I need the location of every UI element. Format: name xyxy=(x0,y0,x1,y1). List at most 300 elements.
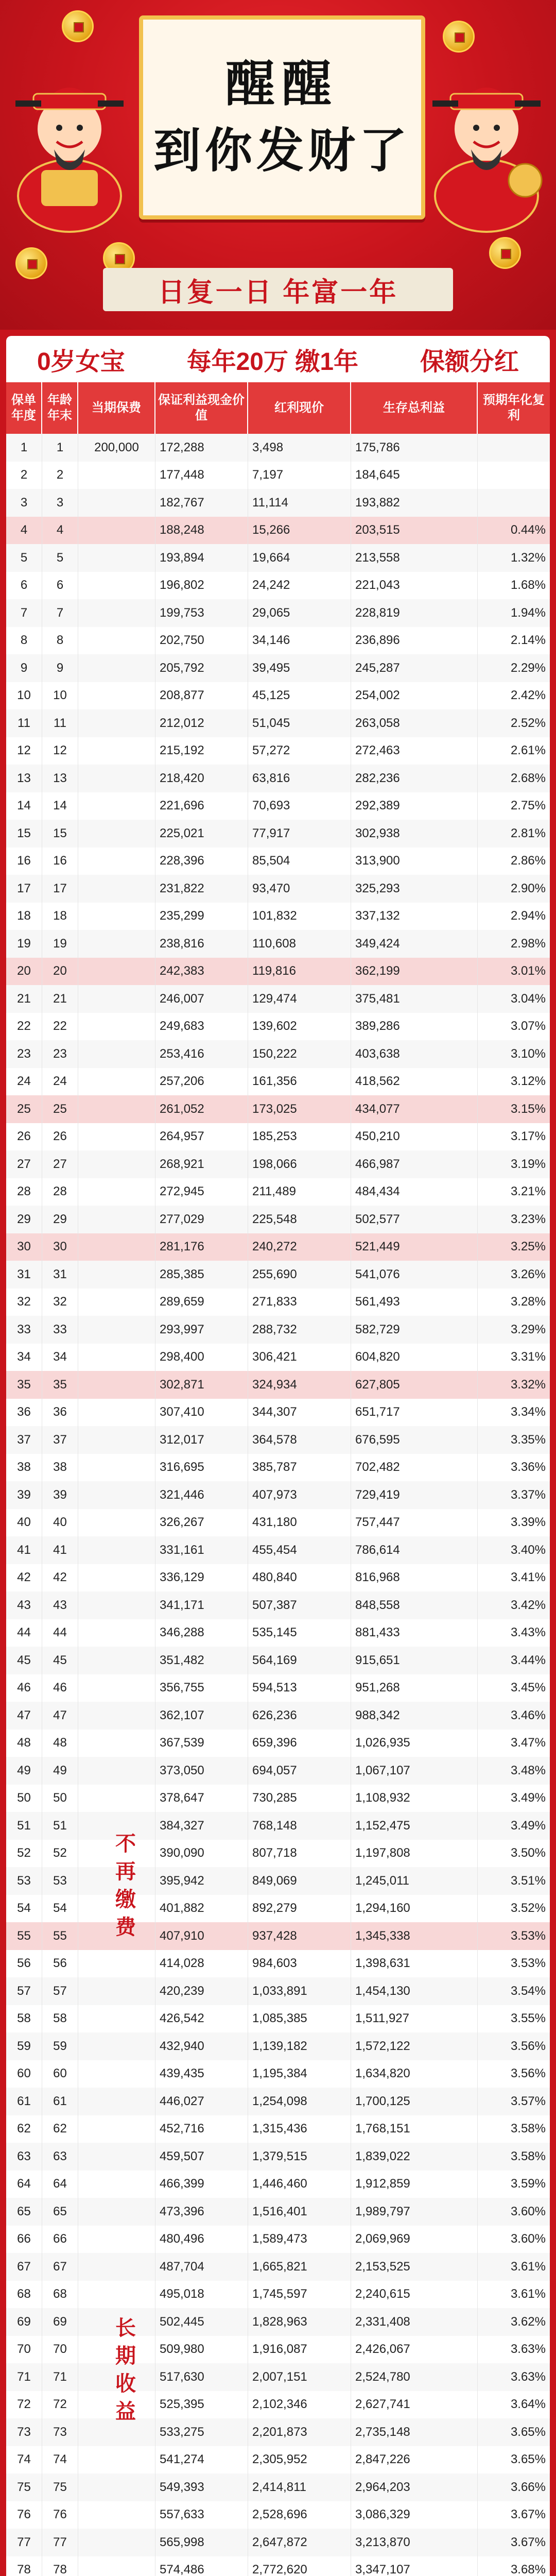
cell-policy-year: 17 xyxy=(6,875,42,903)
table-row xyxy=(6,1702,550,1730)
cell-guaranteed-cash-value: 182,767 xyxy=(155,489,248,517)
cell-guaranteed-cash-value: 473,396 xyxy=(155,2198,248,2226)
cell-dividend-value: 11,114 xyxy=(248,489,351,517)
cell-guaranteed-cash-value: 414,028 xyxy=(155,1950,248,1978)
cell-premium xyxy=(78,1013,155,1041)
title-line-2: 到你发财了 xyxy=(153,122,411,178)
cell-dividend-value: 564,169 xyxy=(248,1647,351,1674)
cell-irr: 3.28% xyxy=(510,1295,546,1309)
cell-age: 6 xyxy=(42,572,78,600)
cell-guaranteed-cash-value: 177,448 xyxy=(155,462,248,489)
cell-age: 75 xyxy=(42,2473,78,2501)
cell-policy-year: 8 xyxy=(6,627,42,655)
cell-dividend-value: 306,421 xyxy=(248,1344,351,1371)
cell-irr xyxy=(478,434,550,462)
cell-guaranteed-cash-value: 221,696 xyxy=(155,792,248,820)
cell-irr: 3.54% xyxy=(510,1984,546,1998)
cell-irr: 3.45% xyxy=(510,1681,546,1695)
cell-total-benefit: 816,968 xyxy=(351,1564,478,1592)
cell-total-benefit: 254,002 xyxy=(351,682,478,710)
cell-premium xyxy=(78,1702,155,1730)
cell-age: 54 xyxy=(42,1895,78,1923)
cell-dividend-value: 1,085,385 xyxy=(248,2005,351,2033)
side-label-char: 收 xyxy=(115,2372,136,2395)
cell-policy-year: 69 xyxy=(6,2308,42,2336)
cell-total-benefit: 2,964,203 xyxy=(351,2473,478,2501)
table-row xyxy=(6,2143,550,2171)
cell-total-benefit: 1,912,859 xyxy=(351,2171,478,2198)
cell-dividend-value: 1,446,460 xyxy=(248,2171,351,2198)
cell-premium xyxy=(78,1977,155,2005)
cell-age: 52 xyxy=(42,1840,78,1868)
cell-policy-year: 71 xyxy=(6,2363,42,2391)
cell-dividend-value: 1,315,436 xyxy=(248,2115,351,2143)
cell-dividend-value: 768,148 xyxy=(248,1812,351,1840)
cell-age: 63 xyxy=(42,2143,78,2171)
cell-dividend-value: 185,253 xyxy=(248,1123,351,1151)
cell-policy-year: 10 xyxy=(6,682,42,710)
cell-premium xyxy=(78,2060,155,2088)
cell-dividend-value: 29,065 xyxy=(248,599,351,627)
cell-dividend-value: 2,528,696 xyxy=(248,2501,351,2529)
cell-premium xyxy=(78,2032,155,2060)
cell-premium xyxy=(78,875,155,903)
cell-dividend-value: 385,787 xyxy=(248,1454,351,1482)
cell-premium xyxy=(78,2088,155,2115)
cell-premium xyxy=(78,2281,155,2309)
cell-irr: 3.44% xyxy=(510,1653,546,1667)
cell-guaranteed-cash-value: 346,288 xyxy=(155,1619,248,1647)
cell-irr: 3.19% xyxy=(510,1157,546,1171)
cell-irr: 3.63% xyxy=(510,2342,546,2357)
cell-policy-year: 12 xyxy=(6,737,42,765)
cell-age: 11 xyxy=(42,709,78,737)
cell-age: 49 xyxy=(42,1757,78,1785)
cell-age: 46 xyxy=(42,1674,78,1702)
cell-irr: 3.56% xyxy=(510,2066,546,2081)
cell-total-benefit: 1,634,820 xyxy=(351,2060,478,2088)
cell-age: 19 xyxy=(42,930,78,958)
plan-summary xyxy=(6,336,550,382)
cell-total-benefit: 375,481 xyxy=(351,985,478,1013)
cell-total-benefit: 389,286 xyxy=(351,1013,478,1041)
cell-premium xyxy=(78,1674,155,1702)
cell-irr: 3.60% xyxy=(510,2232,546,2246)
cell-total-benefit: 729,419 xyxy=(351,1481,478,1509)
cell-premium xyxy=(78,792,155,820)
cell-total-benefit: 1,839,022 xyxy=(351,2143,478,2171)
table-row xyxy=(6,709,550,737)
cell-premium xyxy=(78,1536,155,1564)
cell-irr: 2.86% xyxy=(510,854,546,868)
cell-policy-year: 24 xyxy=(6,1068,42,1096)
cell-irr: 2.42% xyxy=(510,688,546,703)
table-row xyxy=(6,2446,550,2474)
table-row xyxy=(6,2115,550,2143)
cell-guaranteed-cash-value: 188,248 xyxy=(155,517,248,545)
cell-dividend-value: 1,916,087 xyxy=(248,2336,351,2364)
cell-guaranteed-cash-value: 336,129 xyxy=(155,1564,248,1592)
table-row xyxy=(6,1481,550,1509)
cell-irr: 3.58% xyxy=(510,2122,546,2136)
cell-irr: 3.43% xyxy=(510,1625,546,1640)
gold-coin-icon xyxy=(15,247,47,279)
cell-total-benefit: 263,058 xyxy=(351,709,478,737)
cell-guaranteed-cash-value: 495,018 xyxy=(155,2281,248,2309)
cell-policy-year: 47 xyxy=(6,1702,42,1730)
cell-guaranteed-cash-value: 452,716 xyxy=(155,2115,248,2143)
cell-age: 18 xyxy=(42,903,78,930)
cell-irr: 3.49% xyxy=(510,1818,546,1833)
table-row xyxy=(6,1922,550,1950)
cell-age: 67 xyxy=(42,2253,78,2281)
cell-policy-year: 22 xyxy=(6,1013,42,1041)
cell-policy-year: 52 xyxy=(6,1840,42,1868)
cell-total-benefit: 1,768,151 xyxy=(351,2115,478,2143)
cell-guaranteed-cash-value: 307,410 xyxy=(155,1399,248,1427)
cell-irr: 3.50% xyxy=(510,1846,546,1860)
table-row xyxy=(6,1261,550,1289)
cell-guaranteed-cash-value: 351,482 xyxy=(155,1647,248,1674)
table-row xyxy=(6,2005,550,2033)
cell-dividend-value: 93,470 xyxy=(248,875,351,903)
cell-irr: 3.21% xyxy=(510,1184,546,1199)
side-label-char: 长 xyxy=(115,2317,136,2340)
cell-policy-year: 62 xyxy=(6,2115,42,2143)
cell-irr: 3.42% xyxy=(510,1598,546,1612)
cell-premium xyxy=(78,903,155,930)
cell-irr: 1.94% xyxy=(510,605,546,620)
cell-dividend-value: 1,589,473 xyxy=(248,2226,351,2253)
cell-dividend-value: 2,647,872 xyxy=(248,2529,351,2556)
summary-insured: 0岁女宝 xyxy=(37,348,125,376)
cell-total-benefit: 2,627,741 xyxy=(351,2391,478,2419)
cell-irr: 3.46% xyxy=(510,1708,546,1722)
cell-age: 60 xyxy=(42,2060,78,2088)
cell-total-benefit: 2,735,148 xyxy=(351,2418,478,2446)
cell-dividend-value: 659,396 xyxy=(248,1730,351,1757)
cell-age: 29 xyxy=(42,1206,78,1233)
cell-age: 20 xyxy=(42,958,78,986)
table-row xyxy=(6,2198,550,2226)
cell-dividend-value: 7,197 xyxy=(248,462,351,489)
cell-policy-year: 68 xyxy=(6,2281,42,2309)
table-row xyxy=(6,1867,550,1895)
cell-premium xyxy=(78,2556,155,2576)
cell-premium xyxy=(78,848,155,875)
cell-policy-year: 44 xyxy=(6,1619,42,1647)
table-row xyxy=(6,2501,550,2529)
cell-policy-year: 39 xyxy=(6,1481,42,1509)
table-row xyxy=(6,2556,550,2576)
cell-dividend-value: 173,025 xyxy=(248,1095,351,1123)
cell-premium xyxy=(78,2253,155,2281)
gold-coin-icon xyxy=(443,21,475,53)
cell-irr xyxy=(478,489,550,517)
cell-dividend-value: 455,454 xyxy=(248,1536,351,1564)
cell-guaranteed-cash-value: 238,816 xyxy=(155,930,248,958)
cell-premium xyxy=(78,1591,155,1619)
cell-irr: 3.67% xyxy=(510,2535,546,2549)
cell-age: 32 xyxy=(42,1289,78,1316)
cell-premium xyxy=(78,1289,155,1316)
cell-total-benefit: 2,524,780 xyxy=(351,2363,478,2391)
cell-total-benefit: 313,900 xyxy=(351,848,478,875)
cell-guaranteed-cash-value: 326,267 xyxy=(155,1509,248,1537)
cell-irr: 2.94% xyxy=(510,909,546,923)
cell-dividend-value: 1,745,597 xyxy=(248,2281,351,2309)
cell-policy-year: 53 xyxy=(6,1867,42,1895)
cell-dividend-value: 129,474 xyxy=(248,985,351,1013)
gold-coin-icon xyxy=(489,237,521,269)
cell-policy-year: 46 xyxy=(6,1674,42,1702)
cell-irr: 3.62% xyxy=(510,2314,546,2329)
cell-total-benefit: 236,896 xyxy=(351,627,478,655)
cell-dividend-value: 240,272 xyxy=(248,1233,351,1261)
cell-age: 25 xyxy=(42,1095,78,1123)
cell-policy-year: 50 xyxy=(6,1785,42,1812)
cell-age: 16 xyxy=(42,848,78,875)
cell-age: 68 xyxy=(42,2281,78,2309)
table-row xyxy=(6,2336,550,2364)
table-row xyxy=(6,1647,550,1674)
cell-irr: 3.48% xyxy=(510,1763,546,1777)
god-of-wealth-right-icon xyxy=(422,52,551,237)
table-row xyxy=(6,903,550,930)
cell-policy-year: 73 xyxy=(6,2418,42,2446)
cell-premium xyxy=(78,930,155,958)
cell-policy-year: 30 xyxy=(6,1233,42,1261)
cell-dividend-value: 2,201,873 xyxy=(248,2418,351,2446)
cell-dividend-value: 119,816 xyxy=(248,958,351,986)
cell-policy-year: 5 xyxy=(6,544,42,572)
cell-total-benefit: 1,067,107 xyxy=(351,1757,478,1785)
cell-guaranteed-cash-value: 302,871 xyxy=(155,1371,248,1399)
cell-dividend-value: 1,254,098 xyxy=(248,2088,351,2115)
cell-age: 64 xyxy=(42,2171,78,2198)
cell-irr: 3.36% xyxy=(510,1460,546,1475)
header-dividend-value: 红利现价 xyxy=(248,382,351,434)
cell-total-benefit: 193,882 xyxy=(351,489,478,517)
cell-age: 5 xyxy=(42,544,78,572)
cell-policy-year: 67 xyxy=(6,2253,42,2281)
cell-policy-year: 78 xyxy=(6,2556,42,2576)
cell-irr: 3.53% xyxy=(510,1928,546,1943)
cell-total-benefit: 213,558 xyxy=(351,544,478,572)
cell-total-benefit: 302,938 xyxy=(351,820,478,848)
cell-total-benefit: 521,449 xyxy=(351,1233,478,1261)
cell-guaranteed-cash-value: 446,027 xyxy=(155,2088,248,2115)
table-row xyxy=(6,489,550,517)
cell-dividend-value: 101,832 xyxy=(248,903,351,930)
cell-policy-year: 43 xyxy=(6,1591,42,1619)
cell-age: 8 xyxy=(42,627,78,655)
table-row xyxy=(6,875,550,903)
cell-age: 59 xyxy=(42,2032,78,2060)
cell-dividend-value: 626,236 xyxy=(248,1702,351,1730)
cell-dividend-value: 255,690 xyxy=(248,1261,351,1289)
cell-premium xyxy=(78,1481,155,1509)
cell-dividend-value: 2,772,620 xyxy=(248,2556,351,2576)
header-premium: 当期保费 xyxy=(78,382,155,434)
table-row xyxy=(6,1316,550,1344)
table-row xyxy=(6,1564,550,1592)
cell-total-benefit: 676,595 xyxy=(351,1426,478,1454)
cell-total-benefit: 1,026,935 xyxy=(351,1730,478,1757)
cell-age: 44 xyxy=(42,1619,78,1647)
table-row xyxy=(6,2281,550,2309)
table-row xyxy=(6,1757,550,1785)
cell-guaranteed-cash-value: 459,507 xyxy=(155,2143,248,2171)
cell-policy-year: 37 xyxy=(6,1426,42,1454)
cell-total-benefit: 282,236 xyxy=(351,765,478,792)
cell-premium xyxy=(78,1426,155,1454)
cell-policy-year: 45 xyxy=(6,1647,42,1674)
cell-age: 57 xyxy=(42,1977,78,2005)
cell-irr: 2.75% xyxy=(510,799,546,813)
table-row xyxy=(6,1977,550,2005)
cell-guaranteed-cash-value: 420,239 xyxy=(155,1977,248,2005)
title-box xyxy=(139,15,425,219)
cell-irr: 3.49% xyxy=(510,1791,546,1805)
side-label-long-term-return xyxy=(110,2314,141,2426)
cell-irr: 3.10% xyxy=(510,1046,546,1061)
cell-irr: 3.23% xyxy=(510,1212,546,1226)
cell-irr: 2.29% xyxy=(510,660,546,675)
cell-guaranteed-cash-value: 298,400 xyxy=(155,1344,248,1371)
cell-total-benefit: 228,819 xyxy=(351,599,478,627)
cell-irr: 2.68% xyxy=(510,771,546,785)
cell-guaranteed-cash-value: 331,161 xyxy=(155,1536,248,1564)
cell-irr: 3.26% xyxy=(510,1267,546,1281)
cell-policy-year: 2 xyxy=(6,462,42,489)
cell-dividend-value: 225,548 xyxy=(248,1206,351,1233)
cell-irr: 3.07% xyxy=(510,1019,546,1033)
cell-irr: 1.32% xyxy=(510,550,546,565)
table-row xyxy=(6,1619,550,1647)
cell-age: 56 xyxy=(42,1950,78,1978)
cell-dividend-value: 535,145 xyxy=(248,1619,351,1647)
cell-dividend-value: 77,917 xyxy=(248,820,351,848)
cell-age: 77 xyxy=(42,2529,78,2556)
cell-age: 31 xyxy=(42,1261,78,1289)
cell-policy-year: 1 xyxy=(6,434,42,462)
cell-total-benefit: 2,240,615 xyxy=(351,2281,478,2309)
cell-guaranteed-cash-value: 426,542 xyxy=(155,2005,248,2033)
cell-irr: 3.47% xyxy=(510,1736,546,1750)
table-row xyxy=(6,2226,550,2253)
table-row xyxy=(6,1895,550,1923)
cell-premium xyxy=(78,1619,155,1647)
cell-age: 43 xyxy=(42,1591,78,1619)
cell-premium xyxy=(78,1233,155,1261)
cell-irr: 3.17% xyxy=(510,1129,546,1144)
cell-guaranteed-cash-value: 261,052 xyxy=(155,1095,248,1123)
cell-dividend-value: 1,665,821 xyxy=(248,2253,351,2281)
cell-policy-year: 3 xyxy=(6,489,42,517)
table-row xyxy=(6,1591,550,1619)
cell-premium xyxy=(78,544,155,572)
cell-policy-year: 34 xyxy=(6,1344,42,1371)
cell-policy-year: 6 xyxy=(6,572,42,600)
side-label-char: 费 xyxy=(115,1916,136,1939)
cell-guaranteed-cash-value: 264,957 xyxy=(155,1123,248,1151)
cell-premium xyxy=(78,1261,155,1289)
cell-guaranteed-cash-value: 289,659 xyxy=(155,1289,248,1316)
cell-premium xyxy=(78,2446,155,2474)
cell-guaranteed-cash-value: 525,395 xyxy=(155,2391,248,2419)
cell-total-benefit: 757,447 xyxy=(351,1509,478,1537)
cell-irr: 3.37% xyxy=(510,1487,546,1502)
cell-age: 27 xyxy=(42,1150,78,1178)
cell-dividend-value: 85,504 xyxy=(248,848,351,875)
table-body xyxy=(6,434,550,2576)
cell-dividend-value: 139,602 xyxy=(248,1013,351,1041)
cell-total-benefit: 175,786 xyxy=(351,434,478,462)
cell-guaranteed-cash-value: 549,393 xyxy=(155,2473,248,2501)
cell-guaranteed-cash-value: 384,327 xyxy=(155,1812,248,1840)
cell-total-benefit: 272,463 xyxy=(351,737,478,765)
cell-age: 33 xyxy=(42,1316,78,1344)
cell-premium xyxy=(78,1095,155,1123)
cell-age: 14 xyxy=(42,792,78,820)
cell-irr: 2.81% xyxy=(510,826,546,840)
cell-premium xyxy=(78,958,155,986)
cell-age: 15 xyxy=(42,820,78,848)
cell-policy-year: 31 xyxy=(6,1261,42,1289)
cell-premium xyxy=(78,1509,155,1537)
cell-age: 65 xyxy=(42,2198,78,2226)
table-row xyxy=(6,2308,550,2336)
table-row xyxy=(6,820,550,848)
cell-total-benefit: 651,717 xyxy=(351,1399,478,1427)
cell-irr: 3.39% xyxy=(510,1515,546,1530)
cell-age: 13 xyxy=(42,765,78,792)
cell-age: 72 xyxy=(42,2391,78,2419)
cell-dividend-value: 892,279 xyxy=(248,1895,351,1923)
cell-total-benefit: 2,069,969 xyxy=(351,2226,478,2253)
cell-dividend-value: 694,057 xyxy=(248,1757,351,1785)
cell-premium xyxy=(78,2529,155,2556)
cell-guaranteed-cash-value: 541,274 xyxy=(155,2446,248,2474)
cell-guaranteed-cash-value: 199,753 xyxy=(155,599,248,627)
cell-policy-year: 58 xyxy=(6,2005,42,2033)
cell-age: 9 xyxy=(42,654,78,682)
side-label-char: 再 xyxy=(115,1860,136,1883)
cell-premium xyxy=(78,820,155,848)
cell-guaranteed-cash-value: 202,750 xyxy=(155,627,248,655)
cell-age: 1 xyxy=(42,434,78,462)
cell-guaranteed-cash-value: 215,192 xyxy=(155,737,248,765)
cell-age: 70 xyxy=(42,2336,78,2364)
cell-dividend-value: 24,242 xyxy=(248,572,351,600)
cell-guaranteed-cash-value: 246,007 xyxy=(155,985,248,1013)
cell-guaranteed-cash-value: 312,017 xyxy=(155,1426,248,1454)
cell-age: 35 xyxy=(42,1371,78,1399)
cell-dividend-value: 34,146 xyxy=(248,627,351,655)
cell-age: 40 xyxy=(42,1509,78,1537)
cell-total-benefit: 627,805 xyxy=(351,1371,478,1399)
cell-premium xyxy=(78,2226,155,2253)
cell-premium xyxy=(78,2501,155,2529)
cell-dividend-value: 198,066 xyxy=(248,1150,351,1178)
cell-total-benefit: 1,700,125 xyxy=(351,2088,478,2115)
cell-dividend-value: 15,266 xyxy=(248,517,351,545)
cell-irr: 3.55% xyxy=(510,2011,546,2026)
cell-age: 76 xyxy=(42,2501,78,2529)
table-row xyxy=(6,765,550,792)
cell-guaranteed-cash-value: 281,176 xyxy=(155,1233,248,1261)
